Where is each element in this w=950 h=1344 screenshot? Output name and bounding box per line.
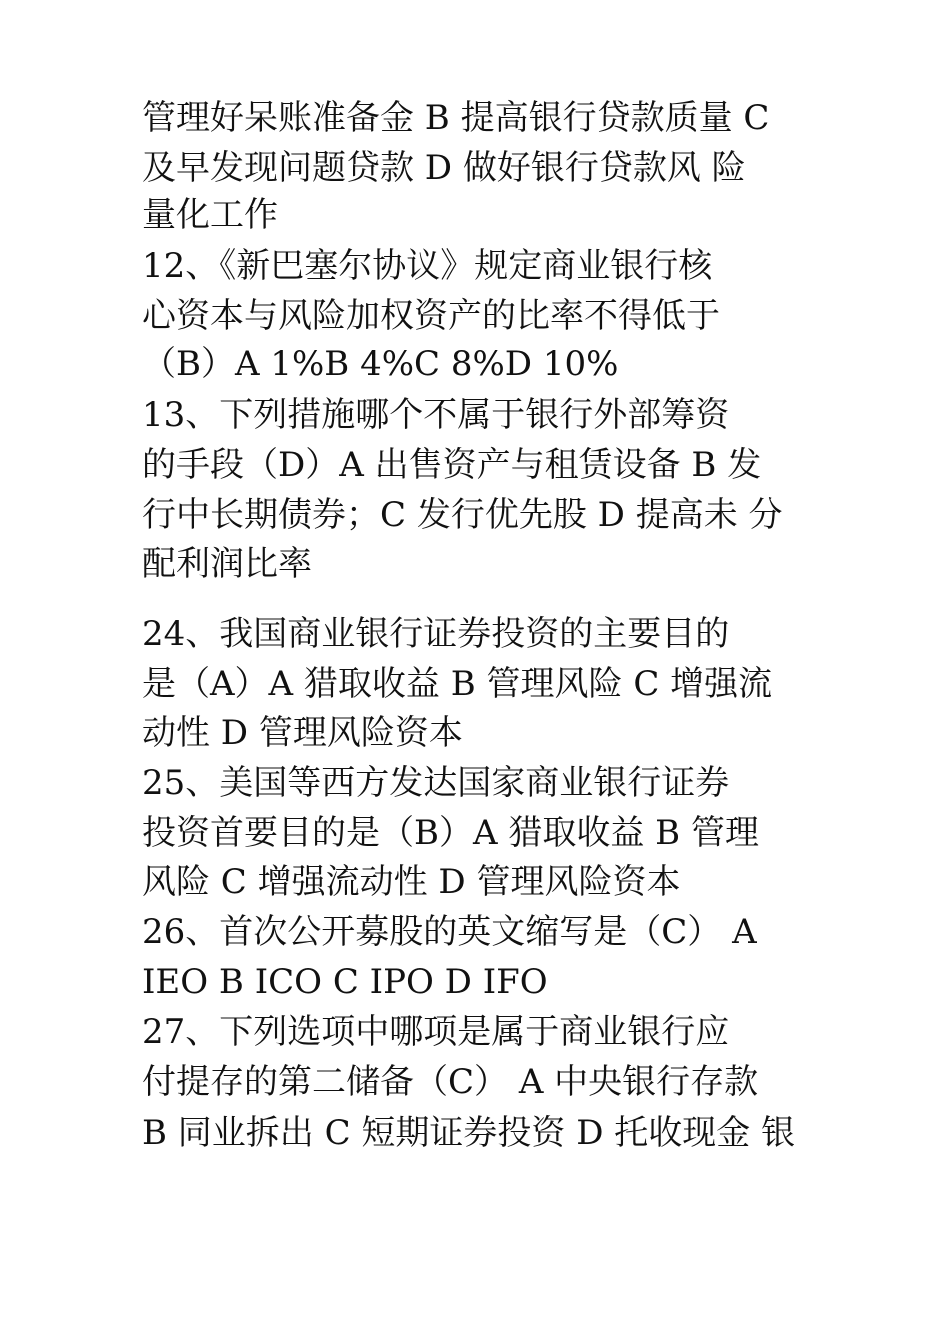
- text-line: B 同业拆出 C 短期证券投资 D 托收现金 银: [142, 1113, 796, 1153]
- text-line: 付提存的第二储备（C） A 中央银行存款: [142, 1062, 759, 1102]
- text-line: 行中长期债券；C 发行优先股 D 提高未 分: [142, 495, 783, 535]
- text-line: （B）A 1%B 4%C 8%D 10%: [142, 344, 619, 384]
- text-line: 管理好呆账准备金 B 提高银行贷款质量 C: [142, 98, 770, 138]
- text-line: 量化工作: [142, 195, 278, 235]
- text-line: 风险 C 增强流动性 D 管理风险资本: [142, 862, 681, 902]
- text-line: IEO B ICO C IPO D IFO: [142, 962, 548, 1002]
- question-26-line: 26、首次公开募股的英文缩写是（C） A: [142, 912, 757, 952]
- text-line: 投资首要目的是（B）A 猎取收益 B 管理: [142, 813, 759, 853]
- text-line: 是（A）A 猎取收益 B 管理风险 C 增强流: [142, 664, 773, 704]
- text-line: 心资本与风险加权资产的比率不得低于: [142, 296, 720, 336]
- question-25-line: 25、美国等西方发达国家商业银行证券: [142, 763, 730, 803]
- text-line: 配利润比率: [142, 544, 312, 584]
- question-12-line: 12、《新巴塞尔协议》规定商业银行核: [142, 246, 713, 286]
- question-13-line: 13、下列措施哪个不属于银行外部筹资: [142, 395, 730, 435]
- question-24-line: 24、我国商业银行证券投资的主要目的: [142, 614, 730, 654]
- text-line: 的手段（D）A 出售资产与租赁设备 B 发: [142, 445, 762, 485]
- text-line: 及早发现问题贷款 D 做好银行贷款风 险: [142, 148, 746, 188]
- text-line: 动性 D 管理风险资本: [142, 713, 463, 753]
- question-27-line: 27、下列选项中哪项是属于商业银行应: [142, 1012, 730, 1052]
